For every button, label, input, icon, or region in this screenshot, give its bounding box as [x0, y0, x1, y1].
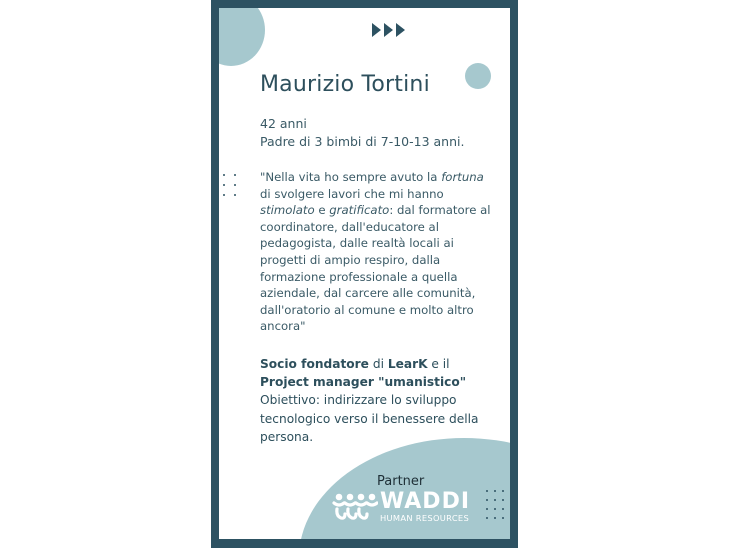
decor-circle-small — [465, 63, 491, 89]
profile-card — [219, 8, 510, 539]
dot-grid-icon — [223, 174, 236, 196]
partner-label: Partner — [377, 474, 425, 489]
people-chain-logo-icon — [332, 492, 378, 522]
logo-wordmark: WADDI — [380, 489, 471, 514]
profile-name: Maurizio Tortini — [260, 72, 430, 97]
profile-quote: "Nella vita ho sempre avuto la fortuna di svolgere lavori che mi hanno stimolato e gratificato: dal formatore al coordinatore, dall'educatore al pedagogista, dalle realtà locali ai progetti di ampio respiro, dalla formazione professionale a quella aziendale, dal carcere alle comunità, dall'oratorio al comune e molto altro ancora" — [260, 170, 491, 334]
triple-arrow-icon — [372, 23, 405, 39]
profile-age: 42 anni — [260, 116, 307, 131]
logo-subtitle: HUMAN RESOURCES — [380, 513, 470, 523]
profile-role: Socio fondatore di LearK e il Project manager "umanistico" Obiettivo: indirizzare lo sviluppo tecnologico verso il benessere della persona. — [260, 357, 479, 444]
dot-grid-icon — [486, 490, 504, 519]
profile-objective: Obiettivo: indirizzare lo sviluppo tecnologico verso il benessere della persona. — [260, 393, 479, 444]
waddi-logo — [332, 491, 470, 522]
profile-children: Padre di 3 bimbi di 7-10-13 anni. — [260, 134, 465, 149]
decor-circle-large — [219, 8, 265, 66]
